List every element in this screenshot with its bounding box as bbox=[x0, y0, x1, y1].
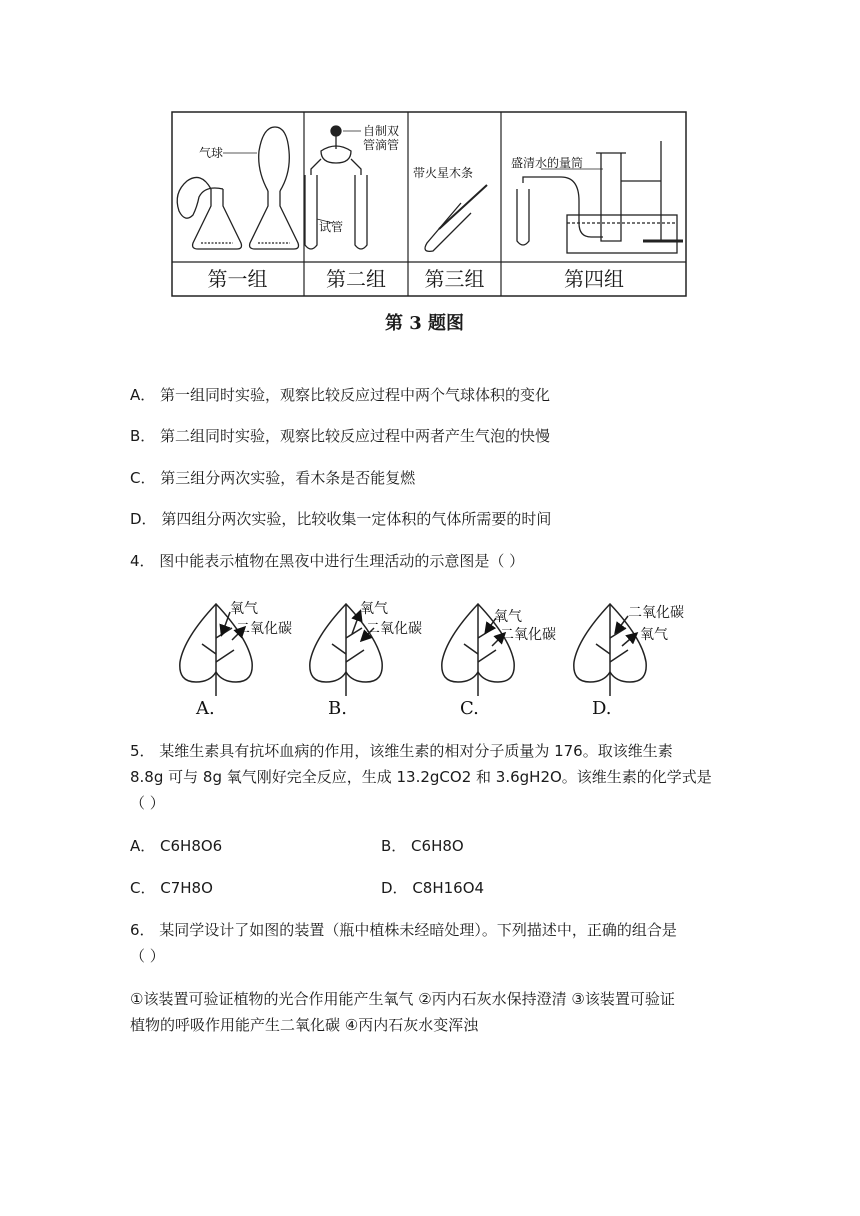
label-dropper-2: 管滴管 bbox=[363, 138, 400, 152]
q6-line4: 植物的呼吸作用能产生二氧化碳 ④丙内石灰水变浑浊 bbox=[130, 1016, 479, 1034]
leaf-d-top: 二氧化碳 bbox=[628, 605, 684, 621]
q5-option-a: A． C6H8O6 bbox=[130, 837, 223, 855]
q6-line3: ①该装置可验证植物的光合作用能产生氧气 ②丙内石灰水保持澄清 ③该装置可验证 bbox=[130, 990, 675, 1008]
leaf-a bbox=[180, 604, 252, 696]
label-dropper-1: 自制双 bbox=[363, 124, 400, 138]
group-label-4: 第四组 bbox=[564, 267, 624, 291]
figure-caption: 第 3 题图 bbox=[385, 313, 465, 334]
q3-option-d: D． 第四组分两次实验，比较收集一定体积的气体所需要的时间 bbox=[130, 510, 552, 528]
q3-option-a: A． 第一组同时实验，观察比较反应过程中两个气球体积的变化 bbox=[130, 386, 551, 404]
q5-line1: 5． 某维生素具有抗坏血病的作用，该维生素的相对分子质量为 176。取该维生素 bbox=[130, 742, 673, 760]
leaf-b-top: 氧气 bbox=[360, 601, 388, 617]
q6-line1: 6． 某同学设计了如图的装置（瓶中植株未经暗处理）。下列描述中，正确的组合是 bbox=[130, 921, 677, 939]
q6-line2: （ ） bbox=[130, 947, 165, 965]
leaf-a-letter: A. bbox=[196, 698, 215, 719]
q5-line2: 8.8g 可与 8g 氧气刚好完全反应，生成 13.2gCO2 和 3.6gH2O。该维生素的化学式是 bbox=[130, 768, 712, 786]
label-cylinder: 盛清水的量筒 bbox=[511, 156, 584, 170]
q4-stem: 4． 图中能表示植物在黑夜中进行生理活动的示意图是（ ） bbox=[130, 552, 525, 570]
leaf-a-bottom: 二氧化碳 bbox=[236, 621, 292, 637]
group3-tube bbox=[425, 185, 487, 251]
group-label-1: 第一组 bbox=[207, 267, 268, 291]
leaf-c-bottom: 二氧化碳 bbox=[500, 627, 556, 643]
leaf-a-top: 氧气 bbox=[230, 601, 258, 617]
leaf-b-bottom: 二氧化碳 bbox=[366, 621, 422, 637]
figure-q3 bbox=[171, 111, 687, 297]
leaf-d-bottom: 氧气 bbox=[640, 627, 668, 643]
leaf-c-letter: C. bbox=[460, 698, 479, 719]
q3-option-c: C． 第三组分两次实验，看木条是否能复燃 bbox=[130, 469, 416, 487]
leaf-diagrams bbox=[170, 598, 700, 722]
label-tube: 试管 bbox=[319, 220, 344, 234]
label-balloon: 气球 bbox=[199, 146, 224, 160]
q3-option-b: B． 第二组同时实验，观察比较反应过程中两者产生气泡的快慢 bbox=[130, 427, 551, 445]
q5-option-d: D． C8H16O4 bbox=[381, 879, 485, 897]
q4-leaf-figure bbox=[170, 598, 700, 722]
group-label-3: 第三组 bbox=[424, 267, 485, 291]
leaf-b-letter: B. bbox=[328, 698, 347, 719]
q5-option-c: C． C7H8O bbox=[130, 879, 213, 897]
group-label-2: 第二组 bbox=[326, 267, 386, 291]
q5-option-b: B． C6H8O bbox=[381, 837, 464, 855]
q5-line3: （ ） bbox=[130, 794, 165, 812]
leaf-b bbox=[310, 604, 382, 696]
group1-flasks bbox=[177, 127, 298, 249]
label-stick: 带火星木条 bbox=[413, 166, 474, 180]
leaf-c-top: 氧气 bbox=[494, 609, 522, 625]
leaf-d-letter: D. bbox=[592, 698, 612, 719]
